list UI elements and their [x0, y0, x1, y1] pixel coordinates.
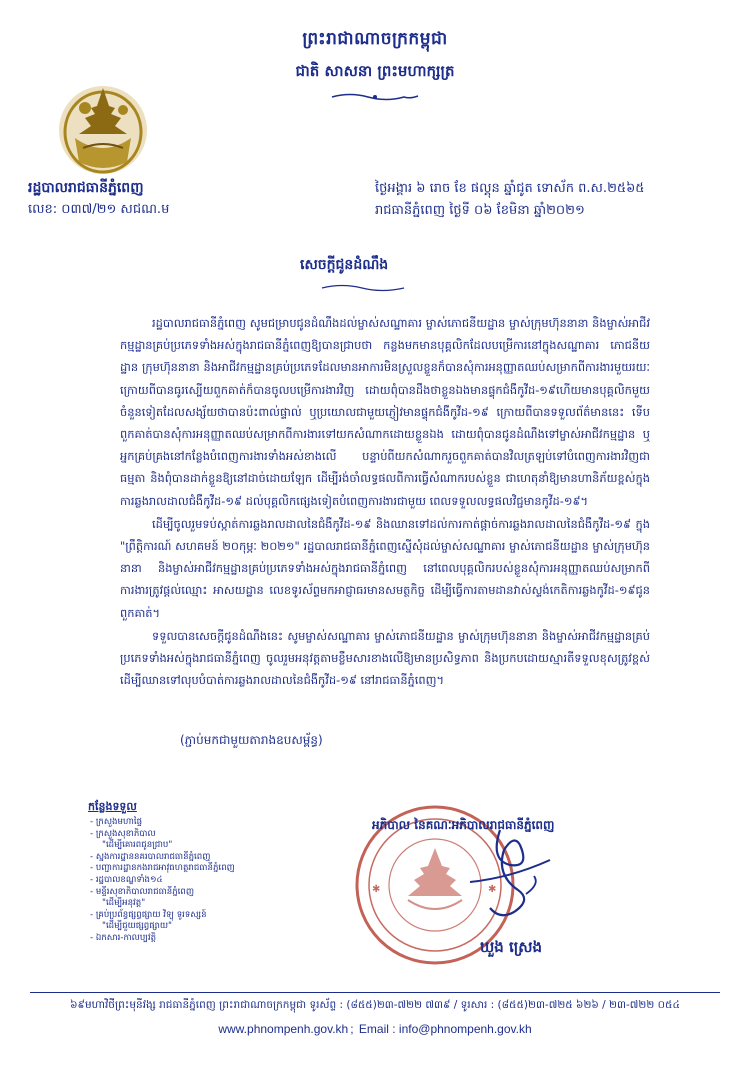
svg-text:✱: ✱: [488, 884, 497, 895]
footer-divider: [30, 992, 720, 993]
reference-number: លេខ: ០៣៧/២១ សជណ.ម: [28, 202, 170, 217]
body-paragraph: ទទួលបានសេចក្តីជូនដំណឹងនេះ សូមម្ចាស់សណ្ឋាគារ ម្ចាស់ភោជនីយដ្ឋាន ម្ចាស់ក្រុមហ៊ុននានា និងម្ចាស់អាជីវកម្មដ្ឋានគ្រប់ប្រភេទទាំងអស់ក្នុងរាជធានីភ្នំពេញ ចូលរួមអនុវត្តតាមខ្លឹមសារខាងលើឱ្យមានប្រសិទ្ធភាព និងប្រកបដោយស្មារតីទទួលខុសត្រូវខ្ពស់ ដើម្បីឈានទៅលុបបំបាត់ការឆ្លងរាលដាលនៃជំងឺកូវីដ-១៩ នៅរាជធានីភ្នំពេញ។: [120, 628, 650, 688]
signatory-role: អភិបាល នៃគណៈអភិបាលរាជធានីភ្នំពេញ: [372, 818, 555, 832]
recipient-note: "ដើម្បីគោរពជូនជ្រាប": [102, 840, 173, 851]
gregorian-date: រាជធានីភ្នំពេញ ថ្ងៃទី ០៦ ខែមិនា ឆ្នាំ២០២១: [375, 203, 585, 218]
website-link[interactable]: www.phnompenh.gov.kh: [218, 1022, 349, 1036]
recipients-list: [90, 817, 330, 945]
footer-contacts: www.phnompenh.gov.kh ; Email : info@phnompenh.gov.kh: [218, 1022, 532, 1036]
svg-text:✱: ✱: [372, 884, 381, 895]
recipients-heading: កន្លែងទទួល: [88, 800, 137, 813]
issuer-name: រដ្ឋបាលរាជធានីភ្នំពេញ: [28, 180, 144, 196]
body-paragraph: ដើម្បីចូលរួមទប់ស្កាត់ការឆ្លងរាលដាលនៃជំងឺកូវីដ-១៩ និងឈានទៅដល់ការកាត់ផ្តាច់ការឆ្លងរាលដាលនៃជំងឺកូវីដ-១៩ ក្នុង "ព្រឹត្តិការណ៍ សហគមន៍ ២០កុម្ភៈ ២០២១" រដ្ឋបាលរាជធានីភ្នំពេញស្នើសុំដល់ម្ចាស់សណ្ឋាគារ ម្ចាស់ភោជនីយដ្ឋាន ម្ចាស់ក្រុមហ៊ុននានា និងម្ចាស់អាជីវកម្មដ្ឋានគ្រប់ប្រភេទទាំងអស់ក្នុងរាជធានីភ្នំពេញ នៅពេលបុគ្គលិករបស់ខ្លួនសុំការអនុញ្ញាតឈប់សម្រាកពីការងារត្រូវផ្តល់ឈ្មោះ អាសយដ្ឋាន លេខទូរស័ព្ទមកអាជ្ញាធរមានសមត្ថកិច្ច ដើម្បីធ្វើការតាមដានវាស់ស្ទង់កេតិការឆ្លងកូវីដ-១៩ជូនពួកគាត់។: [120, 516, 650, 620]
recipient-item: - ស្នងការដ្ឋាននគរបាលរាជធានីភ្នំពេញ: [90, 851, 211, 862]
recipient-item: - ក្រសួងមហាផ្ទៃ: [90, 817, 143, 827]
recipient-note: "ដើម្បីអនុវត្ត": [102, 898, 146, 909]
lunar-date: ថ្ងៃអង្គារ ៦ រោច ខែ ផល្គុន ឆ្នាំជូត ទោស័ក ព.ស.២៥៦៥: [375, 181, 645, 196]
recipient-item: - គ្រប់ប្រព័ន្ធផ្សព្វផ្សាយ វិទ្យុ ទូរទស្សន៍: [90, 909, 207, 920]
title-ornament: [318, 282, 408, 294]
recipient-item: - ក្រសួងសុខាភិបាល: [90, 828, 156, 839]
body-paragraph: រដ្ឋបាលរាជធានីភ្នំពេញ សូមជម្រាបជូនដំណឹងដល់ម្ចាស់សណ្ឋាគារ ម្ចាស់ភោជនីយដ្ឋាន ម្ចាស់ក្រុមហ៊ុននានា និងម្ចាស់អាជីវកម្មដ្ឋានគ្រប់ប្រភេទទាំងអស់ក្នុងរាជធានីភ្នំពេញឱ្យបានជ្រាបថា កន្លងមកមានបុគ្គលិកដែលបម្រើការនៅក្នុងសណ្ឋាគារ ភោជនីយដ្ឋាន ក្រុមហ៊ុននានា និងអាជីវកម្មដ្ឋានគ្រប់ប្រភេទដែលមានអាការមិនស្រួលខ្លួនក៏បានសុំការអនុញ្ញាតឈប់សម្រាកពីការងារមួយរយៈ ក្រោយពីបានធូរស្បើយពួកគាត់ក៏បានចូលបម្រើការងារវិញ ដោយពុំបានដឹងថាខ្លួនឯងមានផ្ទុកជំងឺកូវីដ-១៩ហើយមានបុគ្គលិកមួយចំនួនទៀតដែលសង្ស័យថាបានប៉ះពាល់ផ្ទាល់ ឬប្រយោលជាមួយភ្ញៀវមានផ្ទុកជំងឺកូវីដ-១៩ ក្រោយពីបានទទួលព័ត៌មាននេះ ទើបពួកគាត់បានសុំការអនុញ្ញាតឈប់សម្រាកពីការងារទៅយកសំណាកដោយខ្លួនឯង ដោយពុំបានជូនដំណឹងទៅម្ចាស់អាជីវកម្មដ្ឋាន ឬអ្នកគ្រប់គ្រងនៅកន្លែងបំពេញការងារទាំងអស់ខាងលើ បន្ទាប់ពីយកសំណាករួចពួកគាត់បានវិលត្រឡប់ទៅបំពេញការងារវិញជាធម្មតា និងពុំបានដាក់ខ្លួនឱ្យនៅដាច់ដោយឡែក ដើម្បីរង់ចាំលទ្ធផលពីការធ្វើសំណាករបស់ខ្លួន ជាហេតុនាំឱ្យមានហានិភ័យខ្ពស់ក្នុងការឆ្លងរាលដាលជំងឺកូវីដ-១៩ ដល់បុគ្គលិកផ្សេងទៀតបំពេញការងារជាមួយ ពេលទទួលលទ្ធផលវិជ្ជមានកូវីដ-១៩។: [120, 316, 650, 508]
recipient-item: - មន្ទីរសុខាភិបាលរាជធានីភ្នំពេញ: [90, 886, 195, 897]
recipient-item: - បញ្ជាការដ្ឋានកងរាជអាវុធហត្ថរាជធានីភ្នំពេញ: [90, 863, 235, 874]
signatory-name: ឃួង ស្រេង: [480, 938, 543, 956]
national-motto: ជាតិ សាសនា ព្រះមហាក្សត្រ: [295, 62, 455, 80]
email-link[interactable]: info@phnompenh.gov.kh: [398, 1022, 532, 1036]
recipient-note: "ដើម្បីជួយផ្សព្វផ្សាយ": [102, 921, 173, 932]
handwritten-signature-icon: [430, 820, 580, 940]
email-label: Email :: [358, 1022, 396, 1036]
kingdom-title: ព្រះរាជាណាចក្រកម្ពុជា: [302, 29, 448, 49]
ornament-divider: [330, 90, 420, 104]
attachment-note: (ភ្ជាប់មកជាមួយតារាងឧបសម្ព័ន្ធ): [180, 733, 323, 747]
document-title: សេចក្តីជូនដំណឹង: [300, 257, 389, 273]
recipient-item: - រដ្ឋបាលខណ្ឌទាំង១៤: [90, 874, 163, 885]
phnom-penh-emblem-icon: [55, 78, 151, 178]
recipient-item: - ឯកសារ-កាលប្បវត្តិ: [90, 932, 157, 943]
footer-address: ៦៩មហាវិថីព្រះមុនីវង្ស រាជធានីភ្នំពេញ ព្រះរាជាណាចក្រកម្ពុជា ទូរស័ព្ទ : (៨៥៥)២៣-៧២២ ៧៣៩ / ទូរសារ : (៨៥៥)២៣-៧២៥ ៦២៦ / ២៣-៧២២ ០៥៤: [70, 999, 680, 1011]
document-body: [120, 312, 650, 692]
